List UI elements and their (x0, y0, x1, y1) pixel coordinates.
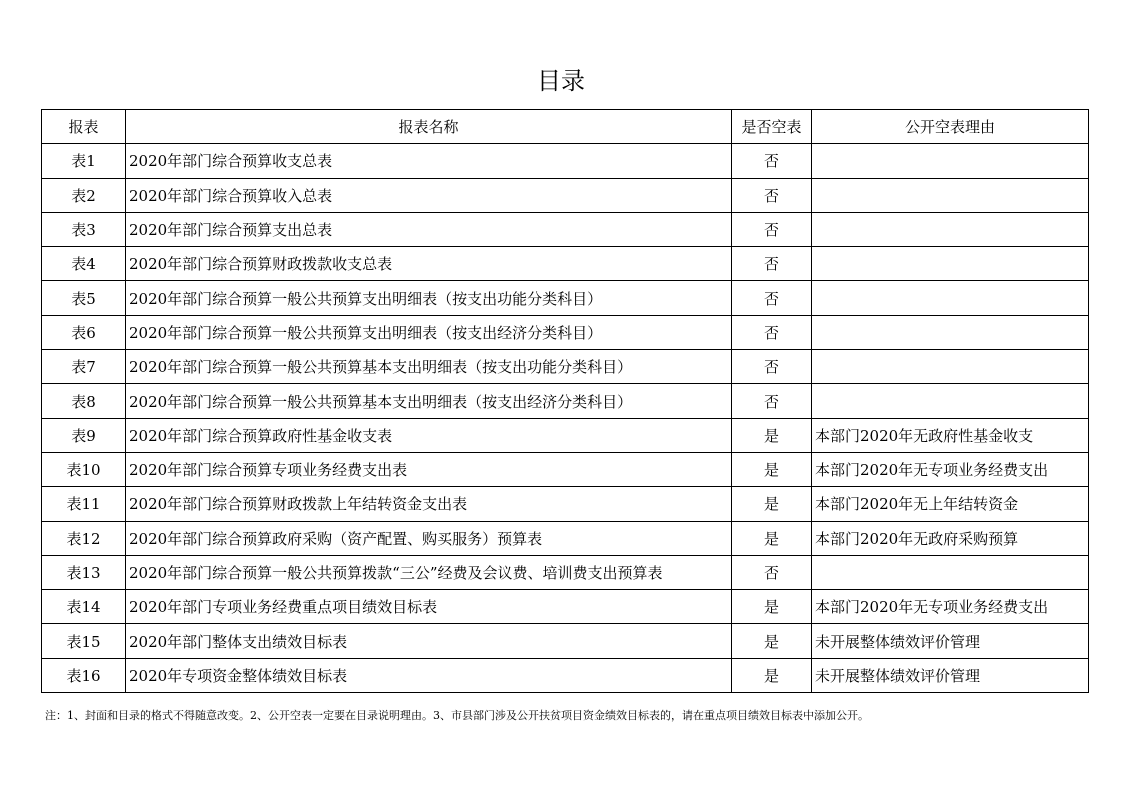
row-empty-reason: 本部门2020年无专项业务经费支出 (812, 452, 1089, 486)
row-is-empty: 是 (732, 521, 812, 555)
row-report-no: 表2 (42, 178, 126, 212)
table-row (42, 178, 1089, 212)
table-row (42, 212, 1089, 246)
row-is-empty: 是 (732, 452, 812, 486)
row-report-no: 表10 (42, 452, 126, 486)
row-empty-reason (812, 555, 1089, 589)
row-report-no: 表14 (42, 590, 126, 624)
table-row (42, 350, 1089, 384)
row-report-name: 2020年部门综合预算一般公共预算拨款“三公”经费及会议费、培训费支出预算表 (126, 555, 732, 589)
row-report-no: 表3 (42, 212, 126, 246)
row-is-empty: 否 (732, 212, 812, 246)
table-row (42, 452, 1089, 486)
row-report-name: 2020年部门综合预算政府采购（资产配置、购买服务）预算表 (126, 521, 732, 555)
row-is-empty: 否 (732, 350, 812, 384)
catalog-table (41, 109, 1089, 693)
row-report-no: 表11 (42, 487, 126, 521)
header-is-empty: 是否空表 (732, 110, 812, 144)
row-empty-reason (812, 315, 1089, 349)
row-report-no: 表6 (42, 315, 126, 349)
row-is-empty: 是 (732, 590, 812, 624)
row-report-no: 表9 (42, 418, 126, 452)
row-report-name: 2020年部门综合预算一般公共预算基本支出明细表（按支出功能分类科目） (126, 350, 732, 384)
table-header-row (42, 110, 1089, 144)
row-report-name: 2020年部门综合预算政府性基金收支表 (126, 418, 732, 452)
row-is-empty: 是 (732, 624, 812, 658)
table-row (42, 658, 1089, 692)
row-is-empty: 否 (732, 178, 812, 212)
table-row (42, 384, 1089, 418)
row-is-empty: 否 (732, 555, 812, 589)
row-report-no: 表8 (42, 384, 126, 418)
row-empty-reason (812, 144, 1089, 178)
row-is-empty: 否 (732, 281, 812, 315)
table-row (42, 555, 1089, 589)
row-report-name: 2020年部门综合预算收支总表 (126, 144, 732, 178)
row-report-name: 2020年专项资金整体绩效目标表 (126, 658, 732, 692)
row-empty-reason (812, 178, 1089, 212)
header-report-name: 报表名称 (126, 110, 732, 144)
row-empty-reason: 本部门2020年无政府采购预算 (812, 521, 1089, 555)
table-row (42, 487, 1089, 521)
row-empty-reason (812, 281, 1089, 315)
row-empty-reason: 未开展整体绩效评价管理 (812, 624, 1089, 658)
row-report-no: 表15 (42, 624, 126, 658)
row-empty-reason (812, 247, 1089, 281)
table-row (42, 590, 1089, 624)
row-report-no: 表12 (42, 521, 126, 555)
page-title: 目录 (537, 67, 585, 95)
row-empty-reason (812, 350, 1089, 384)
row-report-no: 表1 (42, 144, 126, 178)
row-report-name: 2020年部门综合预算一般公共预算支出明细表（按支出功能分类科目） (126, 281, 732, 315)
table-row (42, 144, 1089, 178)
row-is-empty: 是 (732, 658, 812, 692)
table-row (42, 521, 1089, 555)
row-report-name: 2020年部门综合预算支出总表 (126, 212, 732, 246)
row-report-name: 2020年部门综合预算收入总表 (126, 178, 732, 212)
row-is-empty: 否 (732, 384, 812, 418)
row-empty-reason (812, 212, 1089, 246)
row-empty-reason: 本部门2020年无专项业务经费支出 (812, 590, 1089, 624)
row-report-name: 2020年部门综合预算财政拨款收支总表 (126, 247, 732, 281)
row-report-name: 2020年部门综合预算财政拨款上年结转资金支出表 (126, 487, 732, 521)
row-empty-reason (812, 384, 1089, 418)
row-report-no: 表16 (42, 658, 126, 692)
row-is-empty: 是 (732, 487, 812, 521)
row-report-name: 2020年部门综合预算一般公共预算基本支出明细表（按支出经济分类科目） (126, 384, 732, 418)
row-is-empty: 否 (732, 247, 812, 281)
table-row (42, 247, 1089, 281)
footnote: 注：1、封面和目录的格式不得随意改变。2、公开空表一定要在目录说明理由。3、市县部门涉及公开扶贫项目资金绩效目标表的，请在重点项目绩效目标表中添加公开。 (45, 709, 869, 722)
header-empty-reason: 公开空表理由 (812, 110, 1089, 144)
row-report-name: 2020年部门综合预算专项业务经费支出表 (126, 452, 732, 486)
row-empty-reason: 本部门2020年无上年结转资金 (812, 487, 1089, 521)
row-report-name: 2020年部门综合预算一般公共预算支出明细表（按支出经济分类科目） (126, 315, 732, 349)
row-report-no: 表7 (42, 350, 126, 384)
row-report-no: 表13 (42, 555, 126, 589)
row-report-name: 2020年部门整体支出绩效目标表 (126, 624, 732, 658)
row-empty-reason: 本部门2020年无政府性基金收支 (812, 418, 1089, 452)
header-report-no: 报表 (42, 110, 126, 144)
row-report-no: 表4 (42, 247, 126, 281)
table-row (42, 624, 1089, 658)
row-empty-reason: 未开展整体绩效评价管理 (812, 658, 1089, 692)
table-row (42, 281, 1089, 315)
row-is-empty: 否 (732, 315, 812, 349)
row-is-empty: 是 (732, 418, 812, 452)
row-report-no: 表5 (42, 281, 126, 315)
row-is-empty: 否 (732, 144, 812, 178)
row-report-name: 2020年部门专项业务经费重点项目绩效目标表 (126, 590, 732, 624)
table-row (42, 418, 1089, 452)
table-row (42, 315, 1089, 349)
